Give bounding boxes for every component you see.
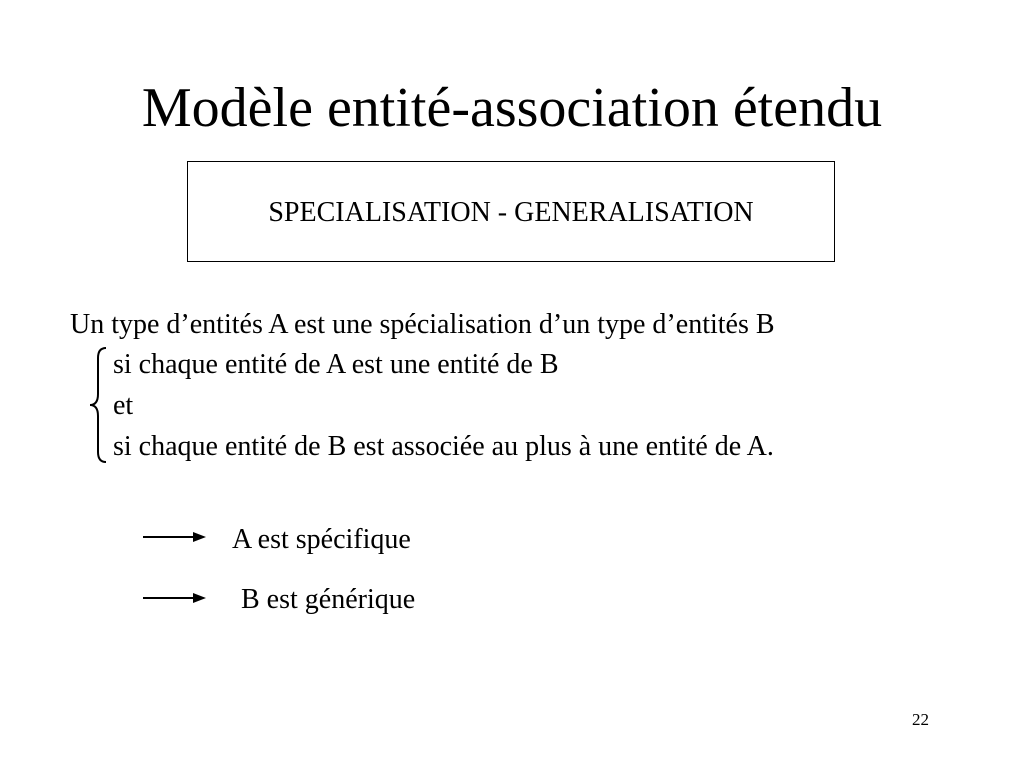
subtitle-text: SPECIALISATION - GENERALISATION	[268, 197, 754, 228]
definition-text: Un type d’entités A est une spécialisation d’un type d’entités B	[70, 309, 775, 340]
page-number: 22	[912, 710, 929, 729]
subtitle-box	[187, 161, 835, 262]
conclusion-generic: B est générique	[241, 584, 416, 615]
left-curly-brace-icon	[86, 346, 112, 464]
conclusion-specific: A est spécifique	[232, 524, 411, 555]
right-arrow-icon	[143, 530, 207, 544]
condition-line-3: si chaque entité de B est associée au plus à une entité de A.	[113, 431, 774, 462]
slide-title: Modèle entité-association étendu	[141, 77, 883, 139]
right-arrow-icon	[143, 591, 207, 605]
condition-line-1: si chaque entité de A est une entité de B	[113, 349, 559, 380]
condition-line-2: et	[113, 390, 134, 421]
